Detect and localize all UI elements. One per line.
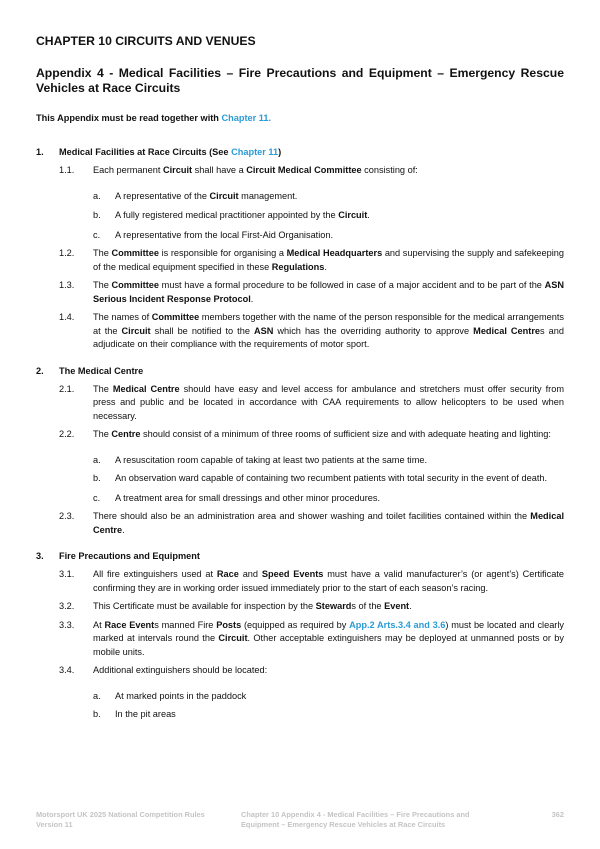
clause-1-1-a: a. A representative of the Circuit management.	[93, 190, 298, 201]
clause-2-3: 2.3. There should also be an administration area and shower washing and toilet facilities contained within the Medical Centre.	[59, 511, 564, 535]
clause-1-1-c: c. A representative from the local First-Aid Organisation.	[93, 229, 334, 240]
chapter-11-link[interactable]: Chapter 11.	[221, 113, 271, 123]
clause-1-2: 1.2. The Committee is responsible for organising a Medical Headquarters and supervising the supply and safekeeping of the medical equipment specified in these Regulations.	[59, 248, 564, 272]
appendix-title: Appendix 4 - Medical Facilities – Fire Precautions and Equipment – Emergency Rescue Vehicles at Race Circuits	[36, 66, 564, 95]
intro-note: This Appendix must be read together with Chapter 11.	[36, 113, 271, 123]
footer-chapter: Chapter 10 Appendix 4 - Medical Facilities – Fire Precautions and Equipment – Emergency Rescue Vehicles at Race Circuits	[241, 810, 470, 829]
section-1-chapter-link[interactable]: Chapter 11	[231, 147, 279, 157]
app2-link[interactable]: App.2 Arts.3.4 and 3.6	[349, 619, 446, 630]
clause-3-4: 3.4. Additional extinguishers should be located:	[59, 665, 268, 675]
clause-1-1-b: b. A fully registered medical practitioner appointed by the Circuit.	[93, 210, 370, 220]
document-page	[36, 34, 564, 722]
clause-2-2-a: a. A resuscitation room capable of taking at least two patients at the same time.	[93, 454, 428, 465]
clause-1-3: 1.3. The Committee must have a formal procedure to be followed in case of a major accident and to be part of the ASN Serious Incident Response Protocol.	[59, 280, 565, 304]
clause-3-1: 3.1. All fire extinguishers used at Race and Speed Events must have a valid manufacturer’s (or agent’s) Certificate confirming they are in working order issued immediately prior to the start of each season’s racing.	[59, 569, 564, 593]
footer-publication: Motorsport UK 2025 National Competition Rules Version 11	[36, 810, 205, 829]
chapter-title: CHAPTER 10 CIRCUITS AND VENUES	[36, 34, 256, 48]
clause-1-4: 1.4. The names of Committee members together with the name of the person responsible for the medical arrangements at the Circuit shall be notified to the ASN which has the overriding authority to approve Medical Centres and adjudicate on their compliance with the requirements of motor sport.	[59, 312, 564, 349]
clause-2-2: 2.2. The Centre should consist of a minimum of three rooms of sufficient size and with adequate heating and lighting:	[59, 429, 551, 439]
clause-1-1: 1.1. Each permanent Circuit shall have a Circuit Medical Committee consisting of:	[59, 165, 418, 175]
clause-2-1: 2.1. The Medical Centre should have easy and level access for ambulance and stretchers must offer security from press and public and be located in accordance with CAA requirements to allow helicopters to be used when necessary.	[59, 383, 564, 421]
clause-3-2: 3.2. This Certificate must be available for inspection by the Stewards of the Event.	[59, 601, 412, 611]
clause-3-3: 3.3. At Race Events manned Fire Posts (equipped as required by App.2 Arts.3.4 and 3.6) must be located and clearly marked at intervals round the Circuit. Other acceptable extinguishers may be deployed at unmanned posts or by mobile units.	[59, 619, 565, 657]
clause-3-4-b: b. In the pit areas	[93, 709, 176, 719]
footer-page-number: 362	[551, 810, 564, 819]
section-2-heading: 2. The Medical Centre	[36, 365, 144, 376]
clause-3-4-a: a. At marked points in the paddock	[93, 690, 247, 701]
clause-2-2-b: b. An observation ward capable of containing two recumbent patients with total security in the event of death.	[93, 473, 548, 483]
section-1-heading: 1. Medical Facilities at Race Circuits (See Chapter 11)	[36, 147, 282, 157]
clause-2-2-c: c. A treatment area for small dressings and other minor procedures.	[93, 492, 381, 503]
section-3-heading: 3. Fire Precautions and Equipment	[36, 551, 200, 561]
